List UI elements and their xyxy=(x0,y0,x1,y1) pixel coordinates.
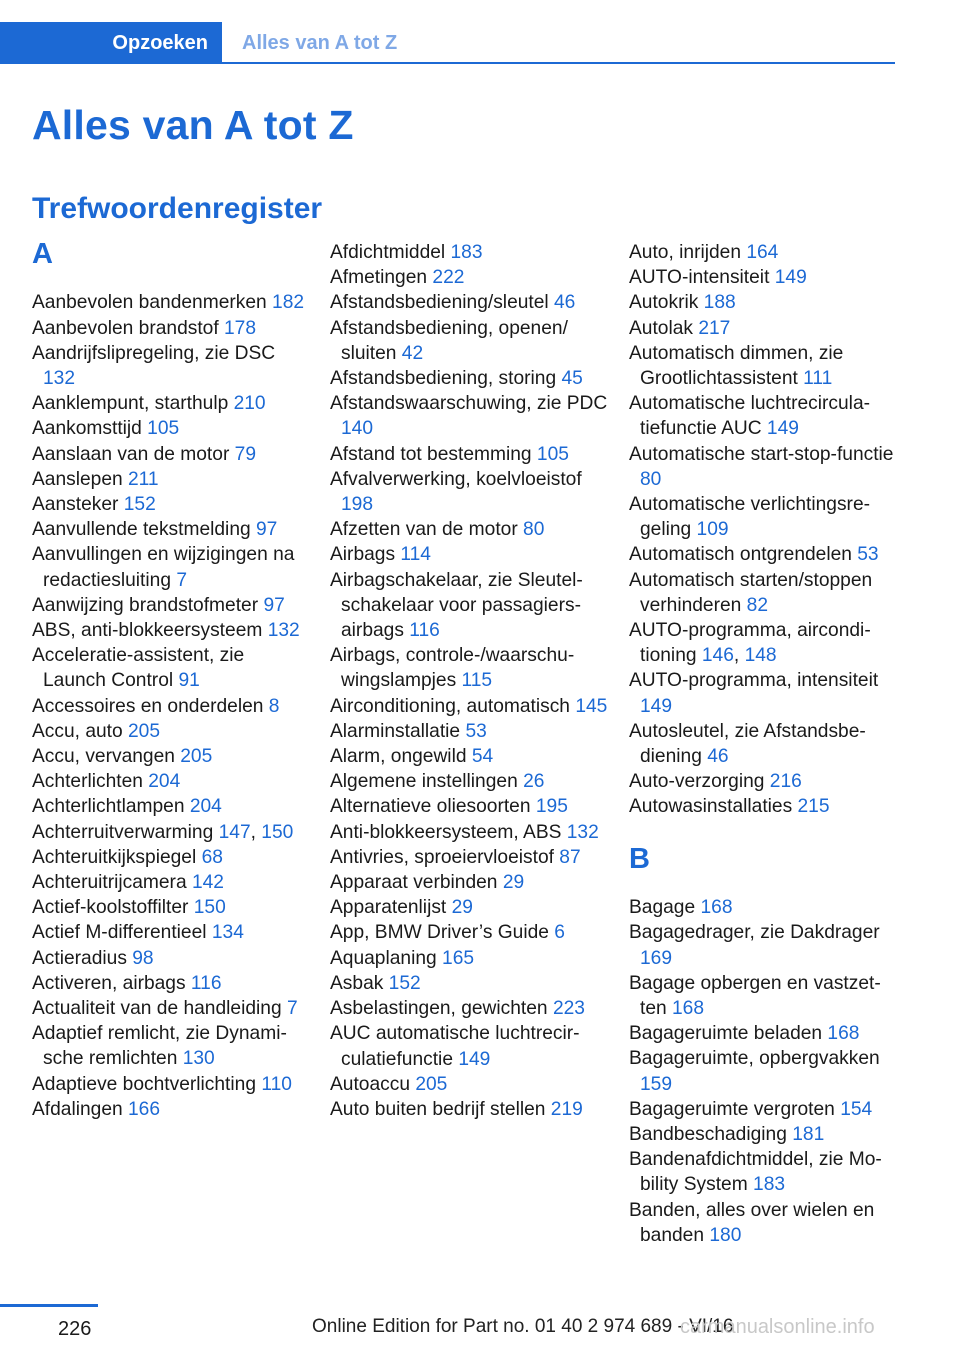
page-link[interactable]: 205 xyxy=(180,746,213,768)
entry-term: Afstandsbediening, storing xyxy=(330,368,562,390)
page-link[interactable]: 159 xyxy=(640,1073,673,1095)
page-link[interactable]: 142 xyxy=(191,872,224,894)
index-entry xyxy=(32,996,312,1021)
page-link[interactable]: 7 xyxy=(286,998,298,1020)
entry-term: Autoaccu xyxy=(330,1073,416,1095)
index-entry xyxy=(330,820,610,845)
entry-term: Bandbeschadiging xyxy=(629,1124,793,1146)
page-link[interactable]: 6 xyxy=(554,922,565,944)
index-entry xyxy=(629,341,901,391)
entry-term: Actief-koolstoffilter xyxy=(32,897,194,919)
index-entry xyxy=(629,1097,901,1122)
index-entry xyxy=(629,542,901,567)
page-link[interactable]: 152 xyxy=(123,494,156,516)
entry-term: Asbelastingen, gewichten xyxy=(330,998,553,1020)
page-link[interactable]: 29 xyxy=(451,897,473,919)
entry-term: Acceleratie-assistent, zie Launch Control xyxy=(32,645,245,692)
index-entry: AUTO-programma, airconditioning 146, 148 xyxy=(629,620,871,667)
spacer xyxy=(629,820,901,845)
edition-note: Online Edition for Part no. 01 40 2 974 689 - VI/16 xyxy=(312,1316,734,1337)
page-link[interactable]: 182 xyxy=(272,292,305,314)
entry-term: Autokrik xyxy=(629,292,704,314)
entry-term: Automatische start-stop-functie xyxy=(629,443,894,465)
index-entry xyxy=(330,870,610,895)
index-entry xyxy=(629,971,901,1021)
index-entry xyxy=(32,744,312,769)
entry-term: Airconditioning, automatisch xyxy=(330,695,576,717)
index-entry xyxy=(629,316,901,341)
page-link[interactable]: 68 xyxy=(201,846,223,868)
index-entry xyxy=(629,240,901,265)
entry-term: Banden, alles over wielen en banden xyxy=(629,1199,875,1246)
entry-term: App, BMW Driver’s Guide xyxy=(330,922,555,944)
index-entry xyxy=(32,971,312,996)
index-entry xyxy=(330,643,610,693)
page-link[interactable]: 91 xyxy=(178,670,200,692)
entry-term: Accu, vervangen xyxy=(32,746,181,768)
entry-term: Apparaat verbinden xyxy=(330,872,503,894)
page-link[interactable]: 205 xyxy=(415,1073,448,1095)
entry-term: Auto, inrijden xyxy=(629,242,747,263)
section-title: Trefwoordenregister xyxy=(32,192,323,225)
entry-term: Automatisch dimmen, zie Grootlichtassistent xyxy=(629,342,844,390)
entry-term: Actief M-differentieel xyxy=(32,922,212,944)
page-link[interactable]: 149 xyxy=(766,418,799,440)
index-letter: B xyxy=(629,842,650,875)
index-column-3 xyxy=(629,240,901,1248)
entry-term: Aandrijfslipregeling, zie DSC xyxy=(32,342,276,364)
entry-term: Bagageruimte beladen xyxy=(629,1023,828,1045)
index-entry xyxy=(330,996,610,1021)
page-link[interactable]: 195 xyxy=(535,796,568,818)
entry-term: AUC automatische luchtrecirculatiefunctie xyxy=(330,1023,580,1070)
entry-term: Aanslepen xyxy=(32,468,129,490)
page-link[interactable]: 110 xyxy=(261,1073,292,1095)
index-entry xyxy=(629,492,901,542)
entry-term: Automatisch starten/stoppen verhinderen xyxy=(629,569,873,616)
entry-term: Bagagedrager, zie Dakdrager xyxy=(629,922,880,944)
page-link[interactable]: 181 xyxy=(792,1124,825,1146)
index-entry xyxy=(330,316,610,366)
page-link[interactable]: 217 xyxy=(698,317,731,339)
page-link[interactable]: 216 xyxy=(769,771,802,793)
index-entry xyxy=(32,920,312,945)
index-entry xyxy=(32,492,312,517)
page-title: Alles van A tot Z xyxy=(32,102,354,148)
page-link[interactable]: 219 xyxy=(550,1098,583,1120)
index-entry xyxy=(330,265,610,290)
entry-term: Alarminstallatie xyxy=(330,720,466,742)
index-entry xyxy=(330,769,610,794)
tab-opzoeken[interactable] xyxy=(0,22,222,62)
entry-term: Actualiteit van de handleiding xyxy=(32,998,287,1020)
index-entry xyxy=(330,517,610,542)
entry-term: Automatische luchtrecirculatiefunctie AUC xyxy=(629,393,871,440)
entry-term: Achterruitverwarming xyxy=(32,821,219,843)
index-entry xyxy=(629,1198,901,1248)
index-entry xyxy=(629,719,901,769)
index-entry xyxy=(629,920,901,970)
page-link[interactable]: 149 xyxy=(774,267,807,289)
entry-term: Aanvullingen en wijzigingen na redactiesluiting xyxy=(32,544,295,591)
index-entry xyxy=(32,517,312,542)
entry-term: Auto-verzorging xyxy=(629,771,770,793)
entry-term: Bagageruimte, opbergvakken xyxy=(629,1048,880,1070)
page-link[interactable]: 80 xyxy=(523,519,545,541)
index-entry xyxy=(32,442,312,467)
index-entry xyxy=(330,895,610,920)
entry-term: Afstandswaarschuwing, zie PDC xyxy=(330,393,608,415)
entry-term: Airbags xyxy=(330,544,401,566)
index-entry xyxy=(330,290,610,315)
entry-term: Aanklempunt, starthulp xyxy=(32,393,234,415)
index-entry xyxy=(32,391,312,416)
index-entry xyxy=(629,1046,901,1096)
index-entry xyxy=(32,769,312,794)
index-entry xyxy=(32,895,312,920)
index-entry xyxy=(330,568,610,644)
index-entry xyxy=(32,316,312,341)
page-link[interactable]: 82 xyxy=(746,594,769,616)
index-entry xyxy=(32,946,312,971)
index-entry xyxy=(32,467,312,492)
entry-term: Aanbevolen brandstof xyxy=(32,317,225,339)
index-entry xyxy=(629,769,901,794)
tab-label: Opzoeken xyxy=(112,32,208,54)
index-entry xyxy=(32,1021,312,1071)
page-link[interactable]: 114 xyxy=(400,544,431,566)
index-column-1 xyxy=(32,240,312,1122)
page-link[interactable]: 165 xyxy=(442,947,475,969)
index-entry xyxy=(330,391,610,441)
page-link[interactable]: 146 xyxy=(701,645,734,667)
entry-term: Adaptief remlicht, zie Dynamische remlichten xyxy=(32,1023,287,1070)
entry-term: Auto buiten bedrijf stellen xyxy=(330,1098,551,1120)
page-link[interactable]: 98 xyxy=(132,947,154,969)
entry-term: Alternatieve oliesoorten xyxy=(330,796,536,818)
entry-term: Autosleutel, zie Afstandsbediening xyxy=(629,720,866,768)
index-entry xyxy=(330,1072,610,1097)
entry-term: Actieradius xyxy=(32,947,133,969)
index-entry xyxy=(330,694,610,719)
page-link[interactable]: 105 xyxy=(536,443,569,465)
page-link[interactable]: 54 xyxy=(471,746,494,768)
index-entry xyxy=(32,290,312,315)
index-entry xyxy=(629,1122,901,1147)
entry-term: Antivries, sproeiervloeistof xyxy=(330,846,560,868)
page-link[interactable]: 205 xyxy=(128,720,161,742)
entry-term: Alarm, ongewild xyxy=(330,746,472,768)
index-entry xyxy=(629,1021,901,1046)
entry-term: AUTO-intensiteit xyxy=(629,267,775,289)
index-entry xyxy=(330,1021,610,1071)
page-link[interactable]: 148 xyxy=(744,645,777,667)
index-entry xyxy=(629,668,901,718)
entry-term: Afmetingen xyxy=(330,267,433,289)
entry-term: Accessoires en onderdelen xyxy=(32,695,269,717)
entry-term: Adaptieve bochtverlichting xyxy=(32,1073,262,1095)
page-link[interactable]: 42 xyxy=(401,342,424,364)
page-link[interactable]: 111 xyxy=(803,368,833,390)
index-entry xyxy=(629,794,901,819)
header-bar xyxy=(0,22,895,64)
entry-term: Asbak xyxy=(330,972,389,994)
entry-term: Aanbevolen bandenmerken xyxy=(32,292,273,314)
page-link[interactable]: 168 xyxy=(672,998,705,1020)
page-link[interactable]: 168 xyxy=(700,897,733,919)
page-link[interactable]: 45 xyxy=(561,368,583,390)
page-link[interactable]: 97 xyxy=(263,594,285,616)
entry-term: Bandenafdichtmiddel, zie Mobility System xyxy=(629,1149,882,1196)
entry-term: Bagageruimte vergroten xyxy=(629,1098,841,1120)
entry-term: Afstandsbediening/sleutel xyxy=(330,292,555,314)
index-entry xyxy=(330,719,610,744)
index-entry xyxy=(32,542,312,592)
index-entry xyxy=(330,1097,610,1122)
page-link[interactable]: 223 xyxy=(552,998,585,1020)
page-link[interactable]: 188 xyxy=(703,292,736,314)
page-link[interactable]: 116 xyxy=(409,620,440,642)
page-link[interactable]: 130 xyxy=(182,1048,215,1070)
index-entry xyxy=(629,1147,901,1197)
page-link[interactable]: 147 xyxy=(218,821,251,843)
entry-term: Aankomsttijd xyxy=(32,418,148,440)
index-entry xyxy=(330,971,610,996)
entry-term: Afstandsbediening, openen/ sluiten xyxy=(330,317,568,364)
page-link[interactable]: 150 xyxy=(261,821,294,843)
page-link[interactable]: 132 xyxy=(43,368,76,389)
entry-term: Aanwijzing brandstofmeter xyxy=(32,594,264,616)
entry-term: Afdalingen xyxy=(32,1098,129,1120)
page-link[interactable]: 168 xyxy=(827,1023,860,1045)
page-link[interactable]: 53 xyxy=(857,544,879,566)
index-entry xyxy=(330,946,610,971)
page-link[interactable]: 105 xyxy=(147,418,180,440)
entry-term: Autowasinstallaties xyxy=(629,796,798,818)
entry-term: Activeren, airbags xyxy=(32,972,191,994)
entry-term: Achteruitrijcamera xyxy=(32,872,192,894)
index-entry xyxy=(629,391,901,441)
entry-term: Autolak xyxy=(629,317,699,339)
page-link[interactable]: 204 xyxy=(148,771,181,793)
page-link[interactable]: 183 xyxy=(753,1174,786,1196)
entry-term: Algemene instellingen xyxy=(330,771,524,793)
page-link[interactable]: 132 xyxy=(267,620,300,642)
entry-term: Afdichtmiddel xyxy=(330,242,451,263)
index-entry xyxy=(32,416,312,441)
index-entry xyxy=(32,794,312,819)
page-link[interactable]: 210 xyxy=(233,393,266,415)
watermark: carmanualsonline.info xyxy=(680,1316,875,1338)
entry-term: Achterlichten xyxy=(32,771,149,793)
index-entry xyxy=(330,744,610,769)
index-entry xyxy=(330,794,610,819)
page-link[interactable]: 29 xyxy=(502,872,525,894)
breadcrumb[interactable]: Alles van A tot Z xyxy=(242,32,398,54)
page-link[interactable]: 8 xyxy=(268,695,280,717)
page-link[interactable]: 180 xyxy=(709,1224,742,1246)
entry-term: Aansteker xyxy=(32,494,124,516)
entry-term: Airbagschakelaar, zie Sleutelschakelaar voor passagiersairbags xyxy=(330,569,583,642)
index-entry xyxy=(32,341,312,391)
entry-term: Bagage opbergen en vastzetten xyxy=(629,972,881,1020)
page-link[interactable]: 97 xyxy=(256,519,278,541)
entry-term: Apparatenlijst xyxy=(330,897,452,919)
page-link[interactable]: 80 xyxy=(640,468,662,490)
page-link[interactable]: 211 xyxy=(128,468,159,490)
index-entry xyxy=(330,366,610,391)
page-link[interactable]: 152 xyxy=(388,972,421,994)
index-entry xyxy=(330,467,610,517)
page-link[interactable]: 115 xyxy=(461,670,493,692)
index-entry xyxy=(629,895,901,920)
index-entry xyxy=(330,845,610,870)
page-link[interactable]: 154 xyxy=(840,1098,873,1120)
page-link[interactable]: 132 xyxy=(566,821,599,843)
page-link[interactable]: 46 xyxy=(554,292,576,314)
page-link[interactable]: 178 xyxy=(224,317,257,339)
page-link[interactable]: 183 xyxy=(450,242,483,263)
page-link[interactable]: 169 xyxy=(640,947,673,969)
index-entry xyxy=(32,593,312,618)
page-link[interactable]: 53 xyxy=(465,720,487,742)
index-entry xyxy=(32,845,312,870)
entry-term: Aanvullende tekstmelding xyxy=(32,519,256,541)
entry-term: ABS, anti-blokkeersysteem xyxy=(32,620,268,642)
footer-rule xyxy=(0,1304,98,1307)
index-entry xyxy=(32,694,312,719)
index-entry xyxy=(629,290,901,315)
index-entry xyxy=(629,265,901,290)
page-link[interactable]: 7 xyxy=(176,569,187,591)
page-link[interactable]: 149 xyxy=(640,695,673,717)
page-link[interactable]: 204 xyxy=(189,796,222,818)
page-link[interactable]: 198 xyxy=(341,494,374,516)
index-entry xyxy=(330,240,610,265)
index-entry xyxy=(32,643,312,693)
page-link[interactable]: 149 xyxy=(458,1048,491,1070)
entry-term: Afvalverwerking, koelvloeistof xyxy=(330,468,582,490)
entry-term: Achterlichtlampen xyxy=(32,796,190,818)
entry-term: Afstand tot bestemming xyxy=(330,443,537,465)
index-entry xyxy=(330,542,610,567)
entry-term: Automatisch ontgrendelen xyxy=(629,544,858,566)
entry-term: Anti-blokkeersysteem, ABS xyxy=(330,821,567,843)
index-entry xyxy=(32,870,312,895)
entry-term: Afzetten van de motor xyxy=(330,519,524,541)
page-link[interactable]: 116 xyxy=(190,972,222,994)
index-entry xyxy=(330,442,610,467)
entry-term: Aanslaan van de motor xyxy=(32,443,235,465)
page-link[interactable]: 150 xyxy=(193,897,226,919)
page-link[interactable]: 87 xyxy=(559,846,581,868)
index-column-2 xyxy=(330,240,610,1122)
index-entry xyxy=(629,568,901,618)
entry-term: Achteruitkijkspiegel xyxy=(32,846,202,868)
page-link[interactable]: 109 xyxy=(696,519,729,541)
page-link[interactable]: 134 xyxy=(211,922,244,944)
page-link[interactable]: 79 xyxy=(234,443,257,465)
entry-term: AUTO-programma, intensiteit xyxy=(629,670,879,692)
page-link[interactable]: 26 xyxy=(523,771,545,793)
index-entry xyxy=(32,1072,312,1097)
entry-term: Bagage xyxy=(629,897,701,919)
page-link[interactable]: 215 xyxy=(797,796,830,818)
entry-term: Accu, auto xyxy=(32,720,128,742)
index-entry: Achterruitverwarming 147, 150 xyxy=(32,821,294,843)
page-link[interactable]: 140 xyxy=(341,418,374,440)
entry-term: Airbags, controle-/waarschuwingslampjes xyxy=(330,645,575,692)
index-letter: A xyxy=(32,238,53,270)
index-entry xyxy=(330,920,610,945)
index-entry xyxy=(32,719,312,744)
entry-term: Aquaplaning xyxy=(330,947,443,969)
index-entry xyxy=(629,442,901,492)
page-link[interactable]: 166 xyxy=(128,1098,161,1120)
entry-term: Automatische verlichtingsregeling xyxy=(629,494,871,541)
page-link[interactable]: 145 xyxy=(575,695,608,717)
index-entry xyxy=(32,1097,312,1122)
index-entry xyxy=(32,618,312,643)
entry-term: AUTO-programma, airconditioning xyxy=(629,620,871,667)
page-number: 226 xyxy=(58,1318,92,1340)
page-link[interactable]: 222 xyxy=(432,267,465,289)
page-link[interactable]: 46 xyxy=(707,746,729,768)
page-link[interactable]: 164 xyxy=(746,242,779,263)
